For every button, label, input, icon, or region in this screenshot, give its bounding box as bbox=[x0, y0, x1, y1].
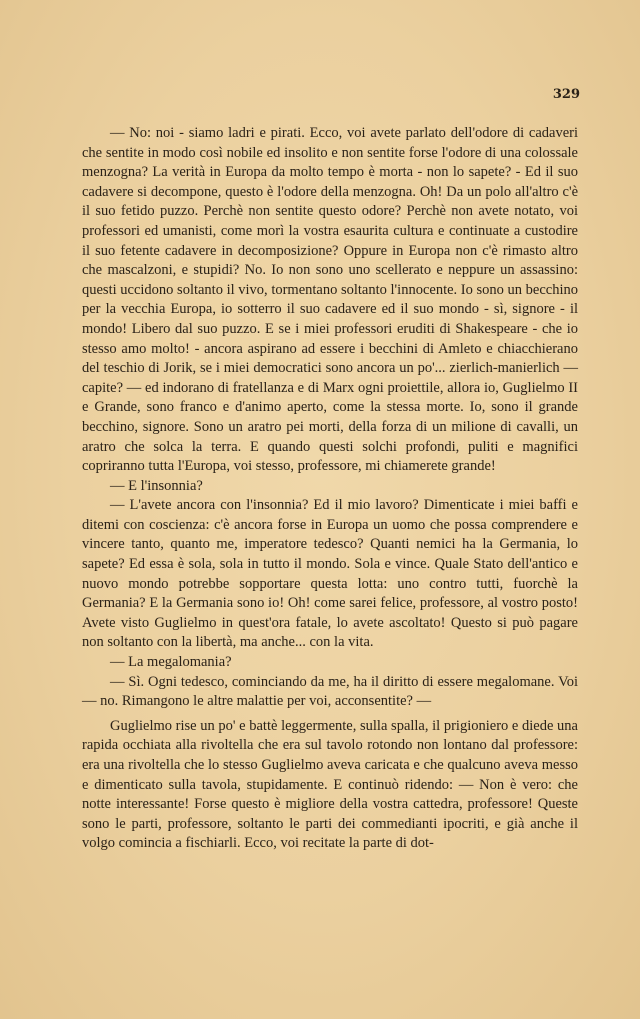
page-number: 329 bbox=[552, 87, 580, 102]
paragraph-5: — Sì. Ogni tedesco, cominciando da me, ha il diritto di essere megalomane. Voi — no. Rimangono le altre malattie per voi, acconsentite? — bbox=[82, 673, 578, 710]
paragraph-4: — La megalomania? bbox=[110, 654, 232, 671]
paragraph-6: Guglielmo rise un po' e battè leggermente, sulla spalla, il prigioniero e diede una rapida occhiata alla rivoltella che era sul tavolo rotondo non lontano dal professore: era una rivoltella che lo stesso Guglielmo aveva caricata e che qualcuno aveva messo e dimenticato sulla tavola, stupidamente. E continuò ridendo: — Non è vero: che notte interessante! Forse questo è migliore della vostra cattedra, professore! Queste sono le parti, professore, soltanto le parti dei commedianti ipocriti, e già anche il volgo comincia a fischiarli. Ecco, voi recitate la parte di dot- bbox=[82, 717, 578, 852]
paragraph-1: — No: noi - siamo ladri e pirati. Ecco, voi avete parlato dell'odore di cadaveri che sentite in modo così nobile ed insolito e non sentite forse l'odore di una colossale menzogna? La verità in Europa da molto tempo è morta - non lo sapete? - Ed il suo cadavere si decompone, questo è l'odore della menzogna. Oh! Da un polo all'altro c'è il suo fetido puzzo. Perchè non sentite questo odore? Perchè non avete notato, voi professori ed umanisti, come morì la vostra esaurita cultura e continuate a custodire il suo fetente cadavere in decomposizione? Oppure in Europa non c'è rimasto altro che mascalzoni, e stupidi? No. Io non sono uno scellerato e neppure un assassino: questi uccidono soltanto il vivo, tormentano soltanto l'innocente. Io sono un becchino per la vecchia Europa, io sotterro il suo cadavere ed il suo mondo - sì, signore - il mondo! Libero dal suo puzzo. E se i miei professori eruditi di Shakespeare - che io stesso amo molto! - ancora aspirano ad essere i becchini di Amleto e chiacchierano del teschio di Jorik, se i miei democratici sono ancora un po'... zierlich-manierlich — capite? — ed indorano di fratellanza e di Marx ogni proiettile, allora io, Guglielmo II e Grande, sono franco e d'animo aperto, come la stessa morte. Io, sono il grande becchino, signore. Sono un aratro pei morti, della forza di un milione di cavalli, un aratro che solca la terra. E quando questi solchi profondi, puliti e magnifici copriranno tutta l'Europa, voi stesso, professore, mi chiamerete grande! bbox=[82, 125, 578, 475]
paragraph-2: — E l'insonnia? bbox=[110, 477, 203, 494]
body-text bbox=[82, 124, 578, 854]
paragraph-3: — L'avete ancora con l'insonnia? Ed il mio lavoro? Dimenticate i miei baffi e ditemi con coscienza: c'è ancora forse in Europa un uomo che possa comprendere e vincere tanto, quanto me, imperatore tedesco? Quanti nemici ha la Germania, lo sapete? Ed essa è sola, sola in tutto il mondo. Sola e vince. Quale Stato dell'antico e nuovo mondo potrebbe sopportare questa lotta: uno contro tutti, fuorchè la Germania? E la Germania sono io! Oh! come sarei felice, professore, al vostro posto! Avete visto Guglielmo in quest'ora fatale, lo avete ascoltato! Questo si può pagare non soltanto con la libertà, ma anche... con la vita. bbox=[82, 497, 578, 651]
